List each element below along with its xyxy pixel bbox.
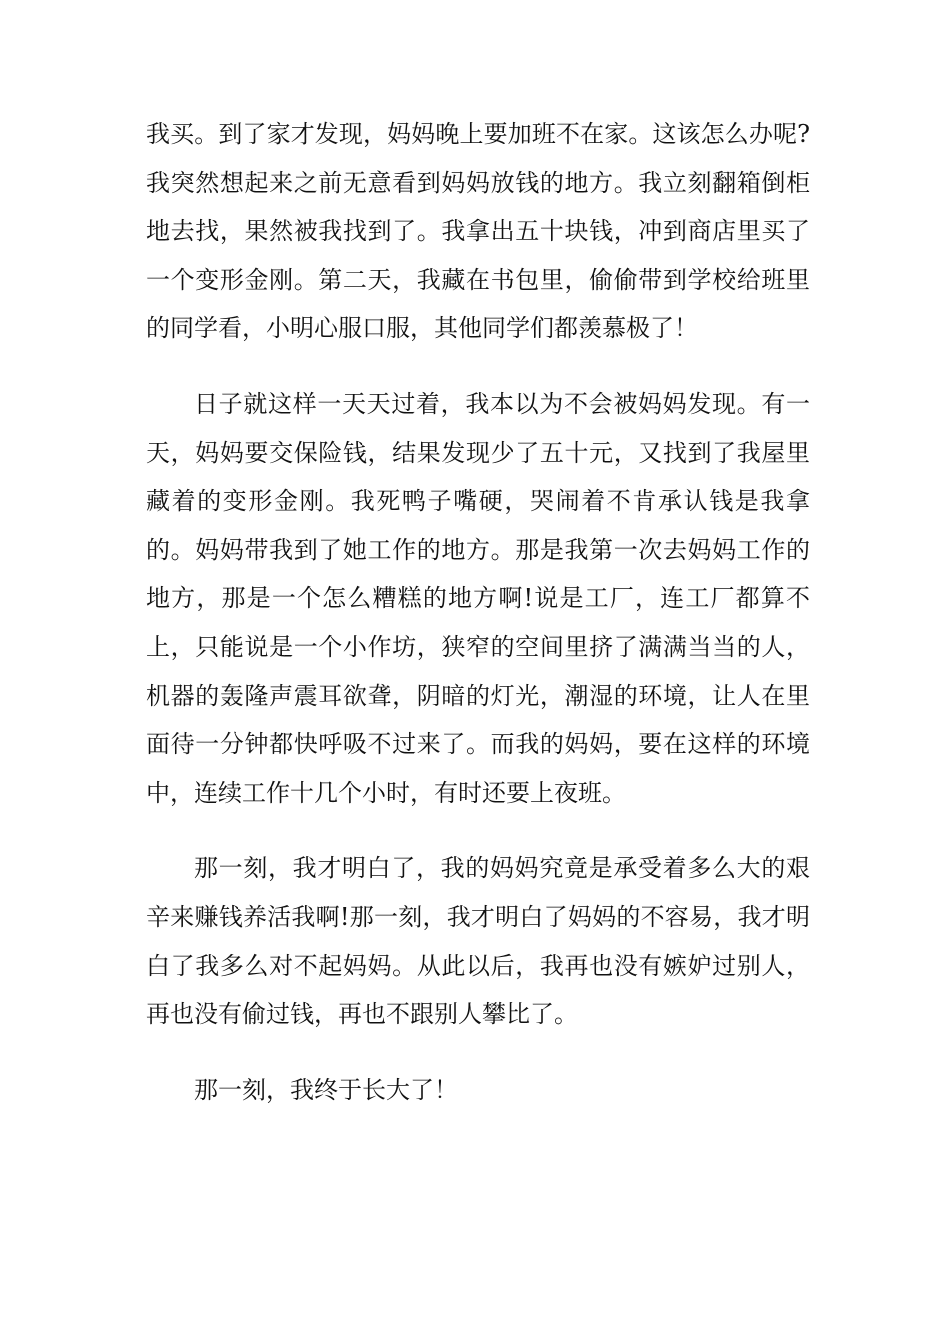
paragraph-4: 那一刻，我终于长大了！ — [194, 1075, 458, 1104]
paragraph-2: 日子就这样一天天过着，我本以为不会被妈妈发现。有一天，妈妈要交保险钱，结果发现少了五十元，又找到了我屋里藏着的变形金刚。我死鸭子嘴硬，哭闹着不肯承认钱是我拿的。妈妈带我到了她工作的地方。那是我第一次去妈妈工作的地方，那是一个怎么糟糕的地方啊!说是工厂，连工厂都算不上，只能说是一个小作坊，狭窄的空间里挤了满满当当的人，机器的轰隆声震耳欲聋，阴暗的灯光，潮湿的环境，让人在里面待一分钟都快呼吸不过来了。而我的妈妈，要在这样的环境中，连续工作十几个小时，有时还要上夜班。 — [146, 389, 810, 807]
paragraph-3: 那一刻，我才明白了，我的妈妈究竟是承受着多么大的艰辛来赚钱养活我啊!那一刻，我才明白了妈妈的不容易，我才明白了我多么对不起妈妈。从此以后，我再也没有嫉妒过别人，再也没有偷过钱，再也不跟别人攀比了。 — [146, 854, 810, 1029]
paragraph-1: 我买。到了家才发现，妈妈晚上要加班不在家。这该怎么办呢?我突然想起来之前无意看到妈妈放钱的地方。我立刻翻箱倒柜地去找，果然被我找到了。我拿出五十块钱，冲到商店里买了一个变形金刚。第二天，我藏在书包里，偷偷带到学校给班里的同学看，小明心服口服，其他同学们都羡慕极了！ — [146, 120, 810, 343]
document-body — [146, 110, 810, 1141]
